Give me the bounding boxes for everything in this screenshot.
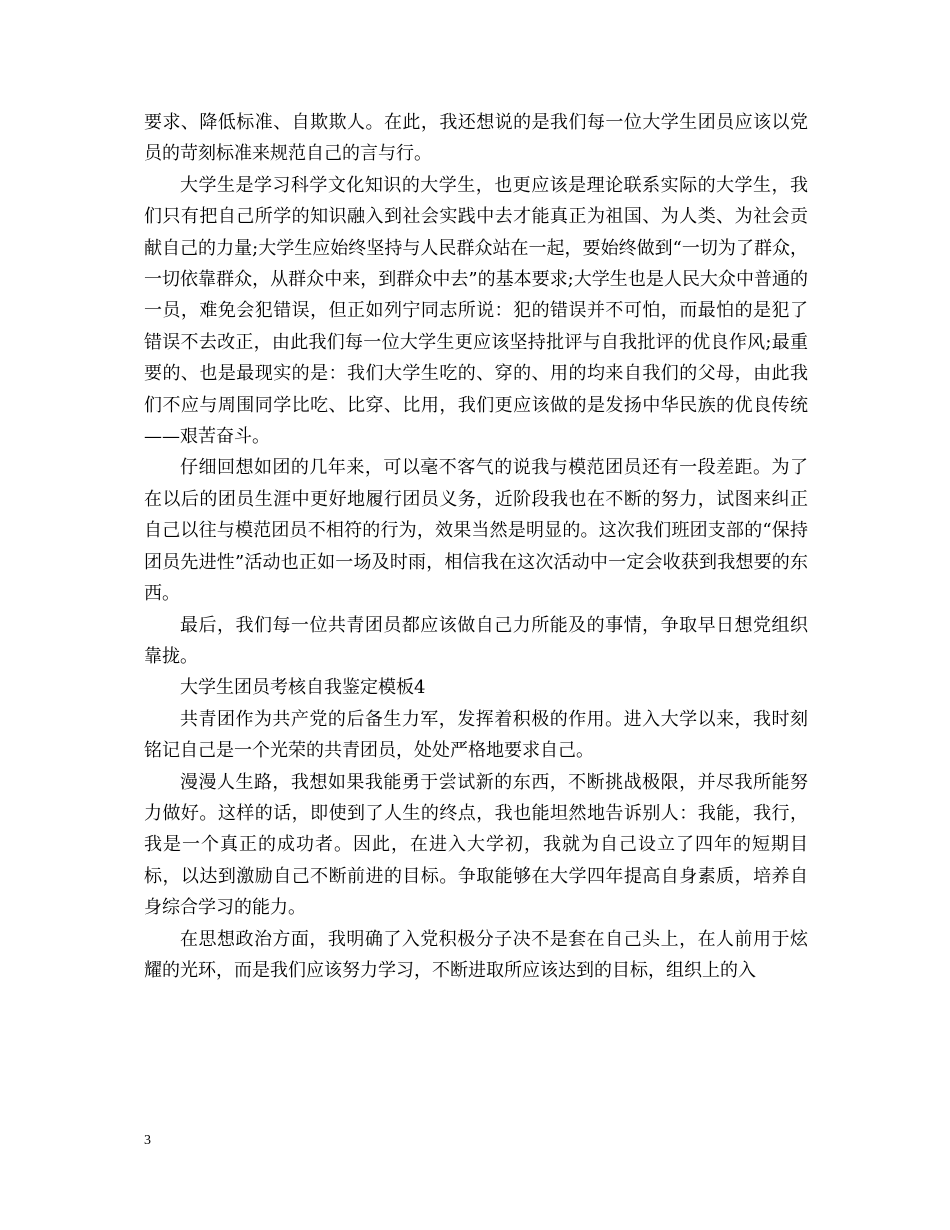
paragraph-intro: 共青团作为共产党的后备生力军，发挥着积极的作用。进入大学以来，我时刻铭记自己是一个光荣的共青团员，处处严格地要求自己。 bbox=[144, 708, 808, 762]
paragraph-political-thought: 在思想政治方面，我明确了入党积极分子决不是套在自己头上，在人前用于炫耀的光环，而是我们应该努力学习，不断进取所应该达到的目标，组织上的入 bbox=[144, 928, 808, 981]
paragraph-college-student: 大学生是学习科学文化知识的大学生，也更应该是理论联系实际的大学生，我们只有把自己所学的知识融入到社会实践中去才能真正为祖国、为人类、为社会贡献自己的力量;大学生应始终坚持与人民群众站在一起，要始终做到“一切为了群众，一切依靠群众，从群众中来，到群众中去”的基本要求;大学生也是人民大众中普通的一员，难免会犯错误，但正如列宁同志所说：犯的错误并不可怕，而最怕的是犯了错误不去改正，由此我们每一位大学生更应该坚持批评与自我批评的优良作风;最重要的、也是最现实的是：我们大学生吃的、穿的、用的均来自我们的父母，由此我们不应与周围同学比吃、比穿、比用，我们更应该做的是发扬中华民族的优良传统——艰苦奋斗。 bbox=[144, 174, 808, 448]
paragraph-life-path: 漫漫人生路，我想如果我能勇于尝试新的东西，不断挑战极限，并尽我所能努力做好。这样的话，即使到了人生的终点，我也能坦然地告诉别人：我能，我行，我是一个真正的成功者。因此，在进入大学初，我就为自己设立了四年的短期目标，以达到激励自己不断前进的目标。争取能够在大学四年提高自身素质，培养自身综合学习的能力。 bbox=[144, 771, 808, 919]
document-body bbox=[144, 107, 808, 986]
paragraph-continuation: 要求、降低标准、自欺欺人。在此，我还想说的是我们每一位大学生团员应该以党员的苛刻标准来规范自己的言与行。 bbox=[144, 112, 808, 165]
paragraph-conclusion: 最后，我们每一位共青团员都应该做自己力所能及的事情，争取早日想党组织靠拢。 bbox=[144, 614, 808, 667]
paragraph-reflection: 仔细回想如团的几年来，可以毫不客气的说我与模范团员还有一段差距。为了在以后的团员生涯中更好地履行团员义务，近阶段我也在不断的努力，试图来纠正自己以往与模范团员不相符的行为，效果当然是明显的。这次我们班团支部的“保持团员先进性”活动也正如一场及时雨，相信我在这次活动中一定会收获到我想要的东西。 bbox=[144, 457, 808, 605]
page-number: 3 bbox=[144, 1133, 151, 1148]
section-heading: 大学生团员考核自我鉴定模板4 bbox=[180, 677, 426, 699]
